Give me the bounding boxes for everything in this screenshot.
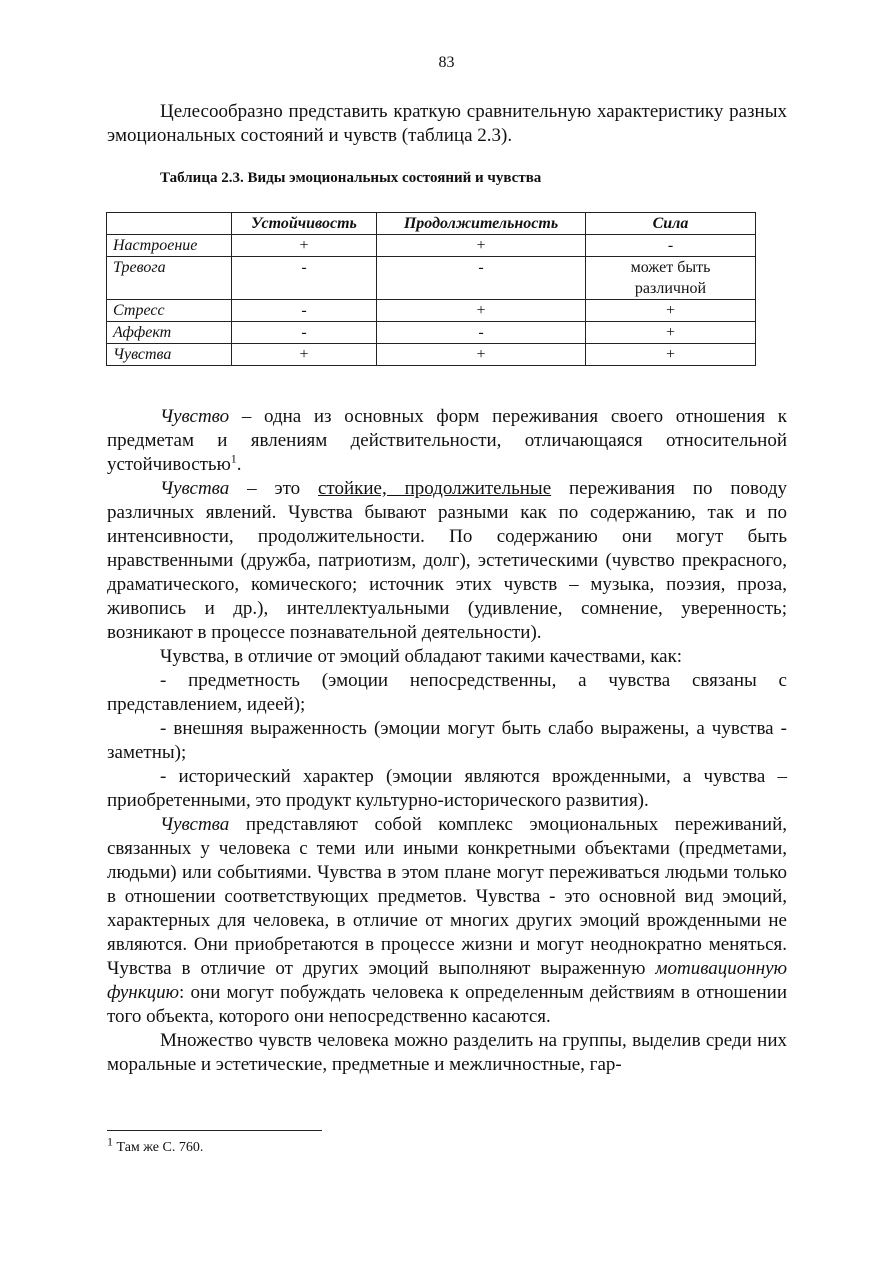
paragraph-text: : они могут побуждать человека к определенным действиям в отношении того объекта, которого они непосредственно касаются. <box>107 982 787 1027</box>
term-feelings: Чувства <box>160 814 230 835</box>
table-row <box>107 235 756 257</box>
term-motivational-function: мотивационную функцию <box>107 958 787 1003</box>
cell-duration: - <box>377 322 586 344</box>
table-header-duration: Продолжительность <box>377 213 586 235</box>
paragraph-feelings-complex <box>107 813 787 1029</box>
cell-stability: - <box>232 257 377 300</box>
cell-strength: + <box>586 344 756 366</box>
footnote-divider <box>107 1130 322 1131</box>
row-label: Стресс <box>107 300 232 322</box>
table-header-stability: Устойчивость <box>232 213 377 235</box>
row-label: Чувства <box>107 344 232 366</box>
table-header-empty <box>107 213 232 235</box>
paragraph-feelings-types <box>107 477 787 645</box>
table-row <box>107 322 756 344</box>
paragraph-end: . <box>236 454 242 475</box>
cell-stability: + <box>232 235 377 257</box>
intro-paragraph <box>107 100 787 148</box>
cell-stability: - <box>232 300 377 322</box>
paragraph-text: представляют собой комплекс эмоциональных переживаний, связанных у человека с теми или иными конкретными объектами (предметами, людьми) или событиями. Чувства в этом плане могут переживаться людьми только в отношении соответствующих предметов. Чувства - это основной вид эмоций, характерных для человека, в отличие от многих других эмоций врожденными не являются. Они приобретаются в процессе жизни и могут неоднократно меняться. Чувства в отличие от других эмоций выполняют выраженную <box>107 814 787 979</box>
cell-duration: + <box>377 300 586 322</box>
list-item: - исторический характер (эмоции являются врожденными, а чувства – приобретенными, это продукт культурно-исторического развития). <box>107 766 787 811</box>
row-label: Аффект <box>107 322 232 344</box>
cell-strength: + <box>586 322 756 344</box>
paragraph-text: – это <box>229 478 318 499</box>
list-item: - внешняя выраженность (эмоции могут быть слабо выражены, а чувства - заметны); <box>107 718 787 763</box>
cell-stability: + <box>232 344 377 366</box>
cell-duration: + <box>377 235 586 257</box>
list-item: - предметность (эмоции непосредственны, а чувства связаны с представлением, идеей); <box>107 670 787 715</box>
cell-duration: - <box>377 257 586 300</box>
cell-stability: - <box>232 322 377 344</box>
footnote-text: Там же С. 760. <box>113 1140 204 1155</box>
term-feelings: Чувства <box>160 478 230 499</box>
paragraph-feeling-definition <box>107 405 787 477</box>
paragraph-text: – одна из основных форм переживания своего отношения к предметам и явлениям действительности, отличающаяся относительной устойчивостью <box>107 406 787 475</box>
underlined-phrase: стойкие, продолжительные <box>318 478 552 499</box>
body-text <box>107 405 787 1077</box>
cell-strength: - <box>586 235 756 257</box>
table-header-strength: Сила <box>586 213 756 235</box>
footnote-reference[interactable]: 1 <box>230 451 237 466</box>
page-number: 83 <box>438 54 455 71</box>
cell-strength: + <box>586 300 756 322</box>
paragraph-text: переживания по поводу различных явлений. Чувства бывают разными как по содержанию, так и по интенсивности, продолжительности. По содержанию они могут быть нравственными (дружба, патриотизм, долг), эстетическими (чувство прекрасного, драматического, комического; источник этих чувств – музыка, поэзия, проза, живопись и др.), интеллектуальными (удивление, сомнение, уверенность; возникают в процессе познавательной деятельности). <box>107 478 787 643</box>
cell-duration: + <box>377 344 586 366</box>
table-row <box>107 300 756 322</box>
intro-text: Целесообразно представить краткую сравнительную характеристику разных эмоциональных состояний и чувств (таблица 2.3). <box>107 101 787 146</box>
table-row <box>107 344 756 366</box>
cell-strength: может быть различной <box>586 257 756 300</box>
row-label: Настроение <box>107 235 232 257</box>
row-label: Тревога <box>107 257 232 300</box>
emotion-types-table <box>106 212 756 366</box>
paragraph-qualities-intro: Чувства, в отличие от эмоций обладают такими качествами, как: <box>160 646 683 667</box>
paragraph-feelings-groups: Множество чувств человека можно разделить на группы, выделив среди них моральные и эстетические, предметные и межличностные, гар- <box>107 1030 787 1075</box>
table-row <box>107 257 756 300</box>
table-header-row <box>107 213 756 235</box>
term-feeling: Чувство <box>160 406 230 427</box>
table-caption: Таблица 2.3. Виды эмоциональных состояний и чувства <box>160 170 542 186</box>
footnote <box>107 1134 204 1156</box>
footnote-mark: 1 <box>107 1134 113 1149</box>
